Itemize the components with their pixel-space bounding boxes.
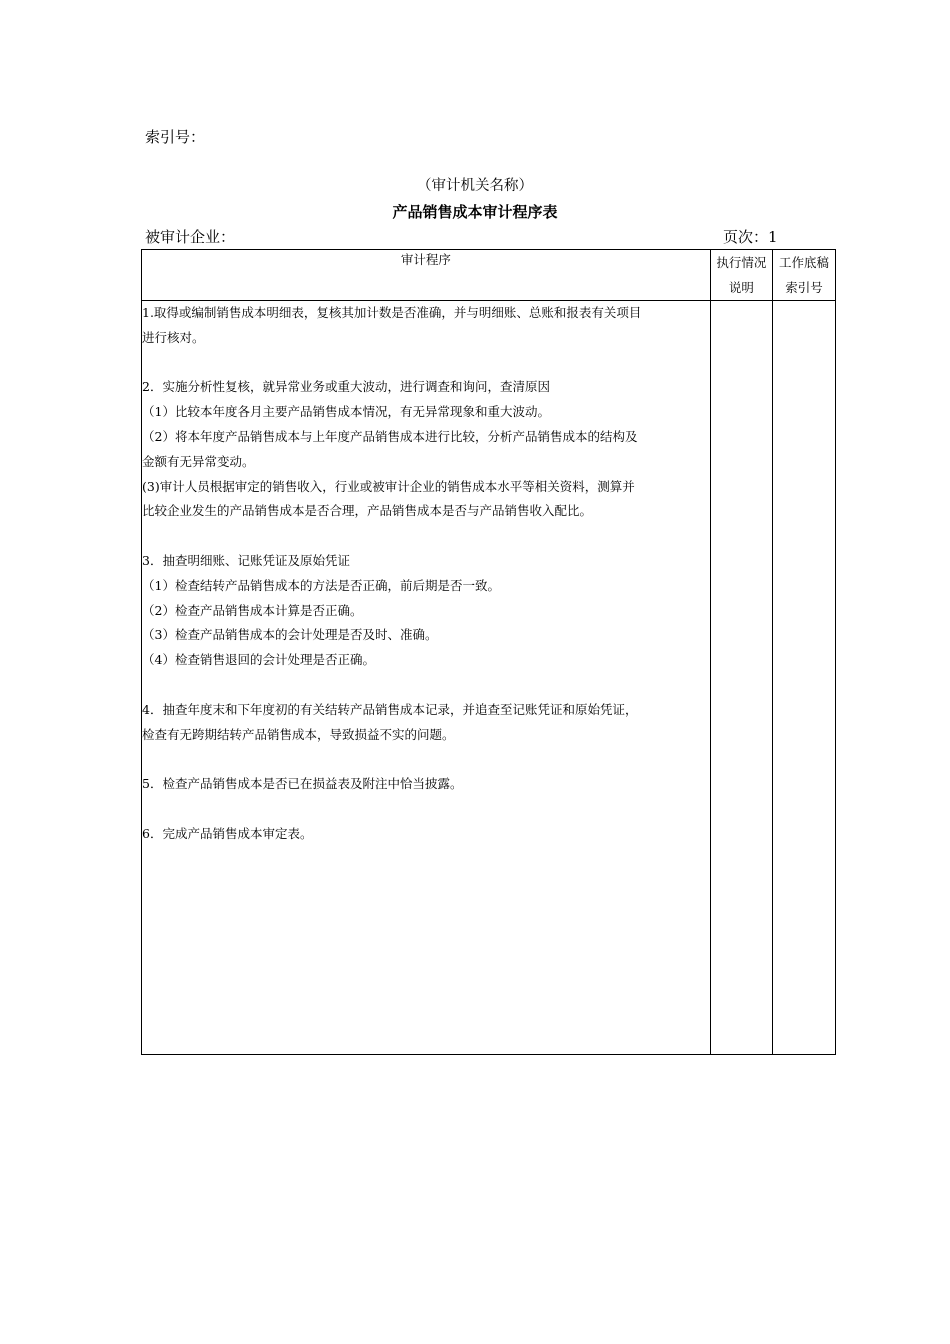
document-title: 产品销售成本审计程序表 xyxy=(392,203,558,221)
execution-notes-cell xyxy=(710,301,772,1055)
procedure-line: 1.取得或编制销售成本明细表，复核其加计数是否准确，并与明细账、总账和报表有关项目 xyxy=(142,305,642,320)
procedure-line: 3．抽查明细账、记账凭证及原始凭证 xyxy=(142,552,350,568)
procedure-line: （3）检查产品销售成本的会计处理是否及时、准确。 xyxy=(142,627,438,643)
procedure-content-cell xyxy=(142,301,711,1055)
procedure-line: （4）检查销售退回的会计处理是否正确。 xyxy=(142,652,375,668)
procedure-line: （1）比较本年度各月主要产品销售成本情况，有无异常现象和重大波动。 xyxy=(142,404,550,420)
procedure-line: (3)审计人员根据审定的销售收入，行业或被审计企业的销售成本水平等相关资料，测算并 xyxy=(142,478,635,494)
procedure-line: （2）检查产品销售成本计算是否正确。 xyxy=(142,602,363,618)
table-header-row xyxy=(142,250,836,301)
execution-header-line1: 执行情况 xyxy=(716,255,767,270)
procedure-line: 2．实施分析性复核，就异常业务或重大波动，进行调查和询问，查清原因 xyxy=(142,379,550,395)
blank-line xyxy=(142,673,710,698)
execution-header-line2: 说明 xyxy=(728,280,754,295)
execution-column-header xyxy=(710,250,772,301)
reference-header-line1: 工作底稿 xyxy=(778,255,829,270)
page-number-label: 页次：1 xyxy=(723,228,778,246)
audit-org-name: （审计机关名称） xyxy=(417,178,533,194)
procedure-line: （2）将本年度产品销售成本与上年度产品销售成本进行比较，分析产品销售成本的结构及 xyxy=(142,428,638,444)
blank-line xyxy=(142,747,710,772)
table-body-row xyxy=(142,301,836,1055)
procedure-column-header: 审计程序 xyxy=(142,250,711,301)
audit-procedure-table xyxy=(141,249,836,1055)
workpaper-ref-cell xyxy=(772,301,835,1055)
procedure-line: 检查有无跨期结转产品销售成本，导致损益不实的问题。 xyxy=(142,726,455,742)
procedure-line: 4．抽查年度末和下年度初的有关结转产品销售成本记录，并追查至记账凭证和原始凭证， xyxy=(142,701,638,717)
blank-line xyxy=(142,524,710,549)
blank-line xyxy=(142,351,710,376)
procedure-line: 6．完成产品销售成本审定表。 xyxy=(142,825,313,841)
procedure-line: 5．检查产品销售成本是否已在损益表及附注中恰当披露。 xyxy=(142,776,463,792)
index-number-label: 索引号： xyxy=(145,128,206,146)
reference-header-line2: 索引号 xyxy=(785,280,823,295)
procedure-line: 进行核对。 xyxy=(142,329,205,345)
procedure-line: 比较企业发生的产品销售成本是否合理，产品销售成本是否与产品销售收入配比。 xyxy=(142,503,593,519)
blank-line xyxy=(142,797,710,822)
info-row xyxy=(145,227,785,247)
reference-column-header xyxy=(772,250,835,301)
procedure-line: 金额有无异常变动。 xyxy=(142,453,255,469)
procedure-line: （1）检查结转产品销售成本的方法是否正确，前后期是否一致。 xyxy=(142,577,500,593)
audited-company-label: 被审计企业： xyxy=(145,228,236,246)
